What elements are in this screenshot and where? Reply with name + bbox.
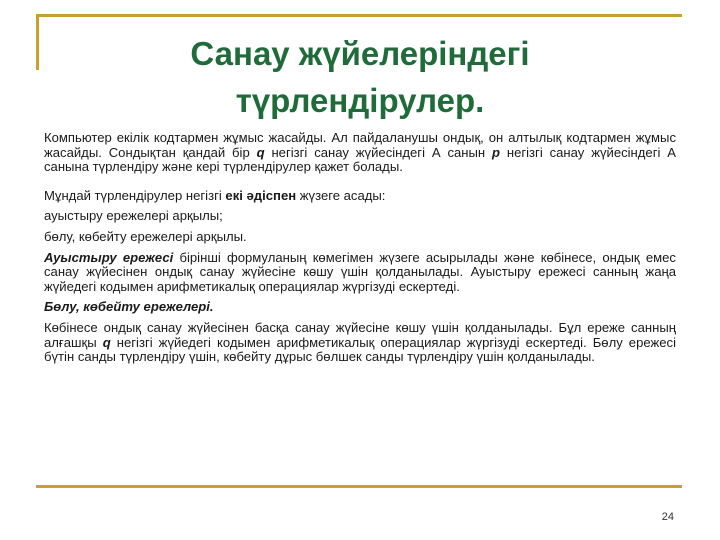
division-rule-text-2: негізгі жүйедегі кодымен арифметикалық операциялар жүргізуді ескертеді. Бөлу ережесі бүтін санды түрлендіру үшін, көбейту дұрыс бөлшек санды түрлендіру үшін қолданылады. xyxy=(44,334,677,365)
division-rule-heading xyxy=(44,300,676,315)
top-rule xyxy=(36,14,682,17)
variable-q-2: q xyxy=(102,334,111,350)
page-number: 24 xyxy=(661,511,674,523)
slide-title xyxy=(60,30,660,124)
title-line-1: Санау жүйелеріндегі xyxy=(190,35,530,72)
slide-body xyxy=(44,131,676,371)
left-rule xyxy=(36,14,39,70)
division-rule-title: Бөлу, көбейту ережелері. xyxy=(44,299,214,315)
variable-p: p xyxy=(492,144,500,160)
paragraph-division-rule xyxy=(44,321,676,365)
list-item-division: бөлу, көбейту ережелері арқылы. xyxy=(44,228,247,244)
intro-text-3: негізгі санау жүйесіндегі А санына түрлендіру және кері түрлендірулер қажет болады. xyxy=(44,144,676,175)
substitution-rule-heading: Ауыстыру ережесі xyxy=(44,249,174,265)
title-line-2: түрлендірулер. xyxy=(235,82,485,119)
paragraph-substitution-rule xyxy=(44,251,676,295)
intro-text-2: негізгі санау жүйесіндегі А санын xyxy=(264,144,492,160)
division-rule-text-1: Көбінесе ондық санау жүйесінен басқа санау жүйесіне көшу үшін қолданылады. Бұл ереже санның алғашқы xyxy=(44,319,676,350)
paragraph-intro xyxy=(44,131,676,175)
methods-text-1: Мұндай түрлендірулер негізгі xyxy=(44,187,226,203)
methods-text-2: жүзеге асады: xyxy=(296,187,386,203)
variable-q: q xyxy=(256,144,265,160)
substitution-rule-text: бірінші формуланың көмегімен жүзеге асырылады және көбінесе, ондық емес санау жүйесінен ондық санау жүйесіне көшу үшін қолданылады. Ауыстыру ережесі санның жаңа жүйедегі кодымен арифметикалық операциялар жүргізуді ескертеді. xyxy=(44,249,676,294)
paragraph-methods xyxy=(44,189,676,204)
list-item-substitution: ауыстыру ережелері арқылы; xyxy=(44,208,223,224)
methods-bold: екі әдіспен xyxy=(225,187,297,203)
bottom-rule xyxy=(36,485,682,488)
intro-text-1: Компьютер екілік кодтармен жұмыс жасайды. Ал пайдаланушы ондық, он алтылық кодтармен жұмыс жасайды. Сондықтан қандай бір xyxy=(44,130,676,160)
